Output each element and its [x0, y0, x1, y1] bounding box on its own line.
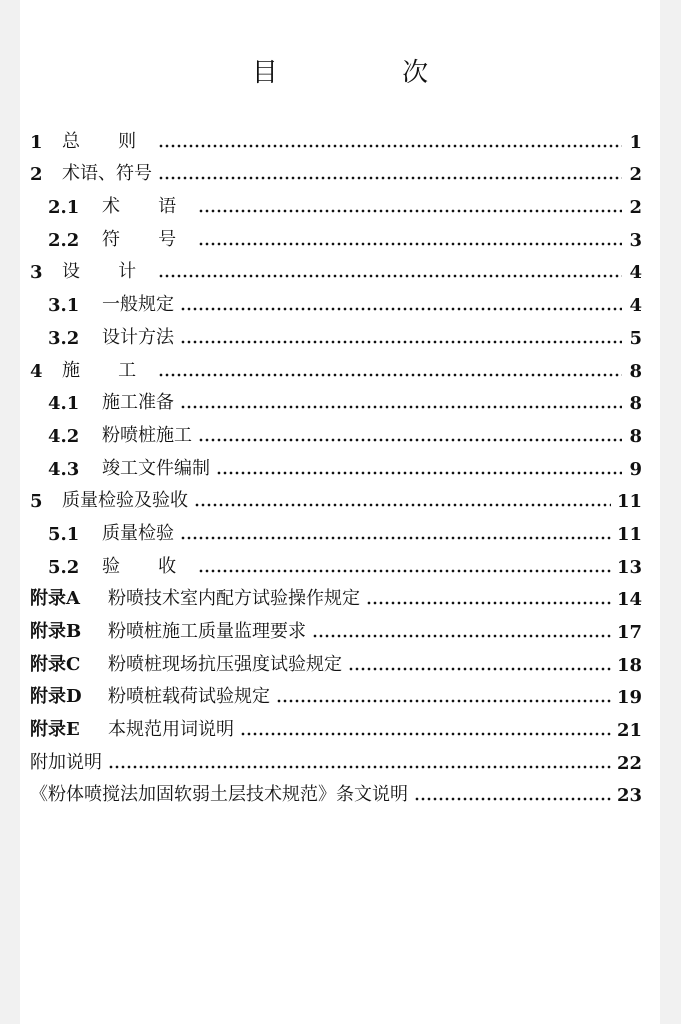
toc-entry-page: 1	[629, 131, 642, 153]
toc-entry-page: 14	[616, 589, 642, 611]
toc-entry-page: 9	[629, 458, 642, 480]
toc-entry-label: 附加说明	[30, 751, 102, 773]
toc-entry-appendix-d[interactable]	[30, 676, 642, 709]
toc-entry-label: 符 号	[102, 228, 193, 250]
toc-entry-number: 5.2	[48, 556, 80, 578]
dot-leader	[158, 175, 622, 181]
toc-entry-number: 3.2	[48, 327, 80, 349]
toc-entry-page: 2	[629, 197, 642, 219]
toc-entry-number: 3.1	[48, 295, 80, 317]
toc-entry-page: 17	[616, 622, 642, 643]
toc-entry-3-1[interactable]	[30, 283, 642, 316]
toc-entry-3[interactable]	[30, 251, 642, 284]
toc-entry-5-2[interactable]	[30, 545, 642, 578]
toc-entry-number: 1	[30, 131, 43, 153]
toc-entry-appendix-e[interactable]	[30, 708, 642, 741]
toc-entry-label: 粉喷技术室内配方试验操作规定	[108, 588, 360, 610]
dot-leader	[198, 437, 622, 443]
toc-entry-5-1[interactable]	[30, 512, 642, 545]
dot-leader	[414, 796, 611, 802]
dot-leader	[198, 208, 622, 214]
toc-entry-page: 8	[629, 425, 642, 447]
dot-leader	[198, 568, 611, 574]
toc-entry-number: 4.1	[48, 393, 80, 415]
dot-leader	[158, 143, 622, 149]
toc-entry-page: 18	[616, 654, 642, 676]
toc-entry-5[interactable]	[30, 480, 642, 513]
toc-entry-page: 23	[616, 785, 642, 807]
toc-entry-label: 术语、符号	[62, 163, 152, 185]
toc-entry-page: 13	[616, 556, 642, 578]
toc-entry-page: 8	[629, 393, 642, 415]
toc-entry-label: 质量检验及验收	[62, 490, 188, 512]
toc-entry-label: 粉喷桩施工	[102, 424, 192, 446]
toc-entry-label: 验 收	[102, 555, 193, 577]
toc-entry-label: 施工准备	[102, 392, 174, 414]
toc-entry-4-1[interactable]	[30, 382, 642, 415]
dot-leader	[180, 306, 622, 312]
toc-entry-label: 粉喷桩现场抗压强度试验规定	[108, 653, 342, 675]
toc-entry-number: 5	[30, 491, 43, 513]
toc-entry-number: 3	[30, 262, 43, 284]
toc-entry-page: 11	[616, 491, 642, 513]
toc-entry-number: 2.1	[48, 197, 80, 219]
toc-entry-additional-notes[interactable]	[30, 741, 642, 774]
table-of-contents	[30, 120, 642, 806]
toc-entry-label: 竣工文件编制	[102, 457, 210, 479]
dot-leader	[180, 404, 622, 410]
toc-entry-label: 设 计	[62, 261, 153, 283]
toc-entry-page: 22	[616, 752, 642, 774]
toc-entry-number: 附录E	[30, 719, 80, 741]
toc-entry-number: 附录B	[30, 621, 82, 642]
toc-entry-number: 4.3	[48, 458, 80, 480]
toc-entry-number: 2.2	[48, 229, 80, 251]
toc-entry-label: 总 则	[62, 130, 153, 152]
toc-entry-appendix-c[interactable]	[30, 643, 642, 676]
toc-entry-label: 设计方法	[102, 326, 174, 348]
toc-entry-label: 质量检验	[102, 522, 174, 544]
dot-leader	[348, 666, 611, 672]
dot-leader	[240, 731, 611, 737]
dot-leader	[366, 600, 611, 606]
toc-entry-page: 2	[629, 164, 642, 186]
page-title: 目 次	[251, 58, 487, 88]
toc-entry-2-1[interactable]	[30, 185, 642, 218]
toc-entry-1[interactable]	[30, 120, 642, 153]
dot-leader	[158, 273, 622, 279]
toc-entry-page: 19	[616, 687, 642, 709]
toc-entry-page: 4	[629, 262, 642, 284]
toc-entry-label: 粉喷桩载荷试验规定	[108, 686, 270, 708]
toc-entry-page: 4	[629, 295, 642, 317]
toc-entry-label: 术 语	[102, 196, 193, 218]
dot-leader	[312, 633, 611, 639]
toc-entry-number: 2	[30, 164, 43, 186]
dot-leader	[198, 241, 622, 247]
toc-entry-label: 一般规定	[102, 294, 174, 316]
toc-entry-4[interactable]	[30, 349, 642, 382]
toc-entry-number: 5.1	[48, 523, 80, 545]
toc-entry-2-2[interactable]	[30, 218, 642, 251]
toc-entry-number: 附录D	[30, 686, 82, 708]
toc-entry-appendix-b[interactable]	[30, 610, 642, 643]
dot-leader	[194, 502, 611, 508]
dot-leader	[216, 470, 622, 476]
dot-leader	[180, 535, 611, 541]
toc-entry-label: 本规范用词说明	[108, 719, 234, 741]
toc-entry-number: 附录A	[30, 588, 80, 610]
dot-leader	[276, 698, 611, 704]
toc-entry-2[interactable]	[30, 153, 642, 186]
toc-entry-number: 4	[30, 360, 43, 382]
toc-entry-number: 附录C	[30, 653, 81, 675]
dot-leader	[108, 764, 611, 770]
toc-entry-page: 11	[616, 523, 642, 545]
toc-entry-page: 8	[629, 360, 642, 382]
toc-entry-3-2[interactable]	[30, 316, 642, 349]
toc-entry-4-2[interactable]	[30, 414, 642, 447]
toc-entry-4-3[interactable]	[30, 447, 642, 480]
document-page	[20, 0, 660, 1024]
toc-entry-label: 《粉体喷搅法加固软弱土层技术规范》条文说明	[30, 784, 408, 806]
toc-entry-appendix-a[interactable]	[30, 578, 642, 611]
toc-entry-number: 4.2	[48, 425, 80, 447]
toc-entry-page: 3	[629, 229, 642, 251]
toc-entry-clause-explanation[interactable]	[30, 774, 642, 807]
toc-entry-page: 21	[616, 720, 642, 742]
dot-leader	[158, 372, 622, 378]
toc-entry-page: 5	[629, 327, 642, 349]
toc-entry-label: 粉喷桩施工质量监理要求	[108, 621, 306, 642]
dot-leader	[180, 339, 622, 345]
toc-entry-label: 施 工	[62, 359, 153, 381]
